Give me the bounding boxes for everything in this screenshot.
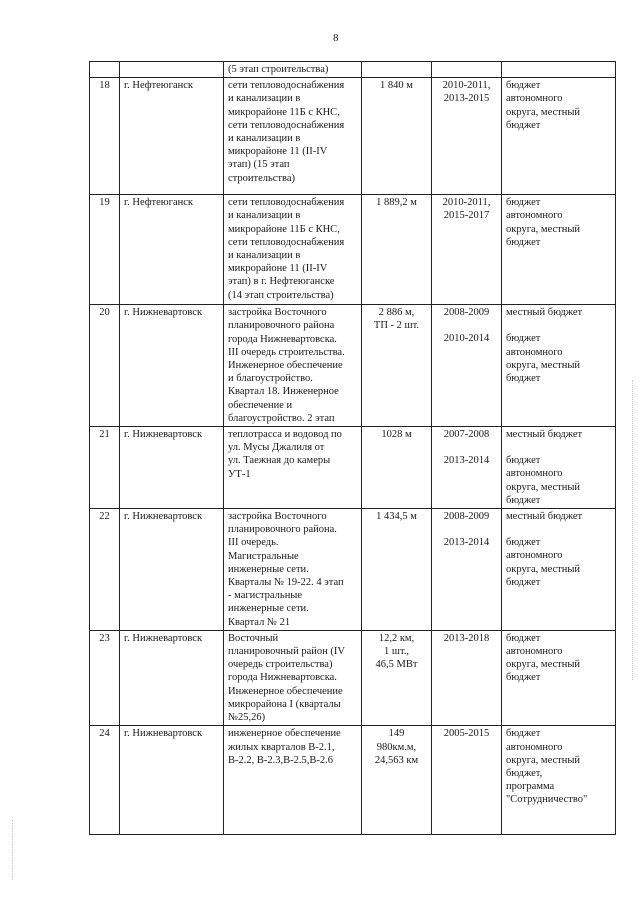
city-cell [120,305,224,427]
description-cell [224,305,362,427]
row-number: 20 [99,307,110,319]
project-description: застройка Восточного планировочного района. III очередь. Магистральные инженерные сети. Кварталы № 19-22. 4 этап - магистральные инженерные сети. Квартал № 21 [228,511,344,628]
continuation-period-cell [432,62,502,78]
city-cell [120,427,224,509]
description-cell [224,630,362,725]
funding-source: бюджет автономного округа, местный бюджет [506,537,581,588]
continuation-num-cell [90,62,120,78]
row-number: 24 [99,728,110,740]
funding-source: бюджет автономного округа, местный бюджет [506,80,581,131]
funding-cell [502,78,616,195]
volume-cell [362,726,432,835]
project-period: 2007-2008 [443,429,490,441]
row-number-cell [90,630,120,725]
funding-cell [502,427,616,509]
city-name: г. Нефтеюганск [124,80,193,92]
project-volume: 1 434,5 м [376,511,417,523]
volume-cell [362,78,432,195]
funding-gap [506,523,611,536]
period-gap [436,319,497,332]
project-period: 2013-2018 [443,632,490,644]
description-cell [224,427,362,509]
row-number: 22 [99,511,110,523]
project-period: 2005-2015 [443,728,490,740]
row-number-cell [90,195,120,305]
volume-cell [362,427,432,509]
row-number: 18 [99,80,110,92]
row-number-cell [90,78,120,195]
table-row [90,305,616,427]
table-row [90,509,616,631]
project-description: Восточный планировочный район (IV очередь строительства) города Нижневартовска. Инженерное обеспечение микрорайона I (кварталы №25,26) [228,632,345,724]
continuation-description-cell [224,62,362,78]
row-number: 19 [99,197,110,209]
funding-source: местный бюджет [506,429,583,441]
volume-cell [362,509,432,631]
projects-table-body [90,62,616,835]
funding-gap [506,319,611,332]
funding-source: бюджет автономного округа, местный бюджет [506,632,581,684]
project-description: теплотрасса и водовод по ул. Мусы Джалиля от ул. Таежная до камеры УТ-1 [228,429,342,480]
funding-cell [502,195,616,305]
project-volume: 12,2 км, 1 шт., 46,5 МВт [375,632,418,671]
city-name: г. Нижневартовск [124,632,203,644]
row-number: 21 [99,429,110,441]
funding-source: местный бюджет [506,511,583,523]
project-description: инженерное обеспечение жилых кварталов В-2.1, В-2.2, В-2.3,В-2.5,В-2.6 [228,728,341,766]
table-row [90,78,616,195]
period-cell [432,305,502,427]
row-number-cell [90,509,120,631]
continuation-row [90,62,616,78]
city-cell [120,726,224,835]
city-cell [120,195,224,305]
project-volume: 1028 м [381,429,412,441]
continuation-city-cell [120,62,224,78]
period-gap [436,523,497,536]
description-cell [224,509,362,631]
city-cell [120,509,224,631]
city-name: г. Нижневартовск [124,307,203,319]
table-row [90,726,616,835]
projects-table [89,61,616,835]
funding-source: бюджет автономного округа, местный бюджет, программа "Сотрудничество" [506,728,588,806]
period-gap [436,441,497,454]
funding-gap [506,441,611,454]
project-period: 2010-2011, 2015-2017 [442,197,491,222]
project-period: 2010-2014 [443,333,490,345]
city-cell [120,78,224,195]
page-number: 8 [333,32,339,44]
funding-source: местный бюджет [506,307,583,319]
project-volume: 1 889,2 м [376,197,417,209]
row-number: 23 [99,632,110,644]
funding-cell [502,630,616,725]
table-row [90,427,616,509]
description-cell [224,78,362,195]
city-name: г. Нефтеюганск [124,197,193,209]
funding-source: бюджет автономного округа, местный бюджет [506,197,581,248]
continuation-funding-cell [502,62,616,78]
project-period: 2008-2009 [443,307,490,319]
period-cell [432,78,502,195]
city-name: г. Нижневартовск [124,511,203,523]
row-number-cell [90,427,120,509]
project-volume: 1 840 м [380,80,413,92]
funding-cell [502,305,616,427]
project-period: 2008-2009 [443,511,490,523]
continuation-description: (5 этап строительства) [228,64,329,75]
funding-source: бюджет автономного округа, местный бюджет [506,455,581,506]
project-period: 2013-2014 [443,537,490,549]
period-cell [432,195,502,305]
continuation-volume-cell [362,62,432,78]
volume-cell [362,305,432,427]
table-row [90,630,616,725]
project-period: 2013-2014 [443,455,490,467]
funding-cell [502,509,616,631]
description-cell [224,195,362,305]
period-cell [432,630,502,725]
volume-cell [362,630,432,725]
city-name: г. Нижневартовск [124,429,203,441]
funding-source: бюджет автономного округа, местный бюджет [506,333,581,385]
funding-cell [502,726,616,835]
period-cell [432,726,502,835]
volume-cell [362,195,432,305]
project-description: сети тепловодоснабжения и канализации в микрорайоне 11Б с КНС, сети тепловодоснабжения и канализации в микрорайоне 11 (II-IV этап) (15 этап строительства) [228,80,345,184]
city-name: г. Нижневартовск [124,728,203,740]
city-cell [120,630,224,725]
project-period: 2010-2011, 2013-2015 [442,80,491,105]
row-number-cell [90,726,120,835]
period-cell [432,509,502,631]
project-volume: 149 980км.м, 24,563 км [374,728,419,766]
project-volume: 2 886 м, ТП - 2 шт. [373,307,420,332]
scan-left-marks [12,820,15,880]
project-description: сети тепловодоснабжения и канализации в микрорайоне 11Б с КНС, сети тепловодоснабжения и канализации в микрорайоне 11 (II-IV этап) в г. Нефтеюганске (14 этап строительства) [228,197,345,301]
table-row [90,195,616,305]
row-number-cell [90,305,120,427]
project-description: застройка Восточного планировочного района города Нижневартовска. III очередь строительства. Инженерное обеспечение и благоустройство. Квартал 18. Инженерное обеспечение и благоустройство. 2 этап [228,307,345,424]
description-cell [224,726,362,835]
period-cell [432,427,502,509]
scan-margin-marks [632,380,636,680]
